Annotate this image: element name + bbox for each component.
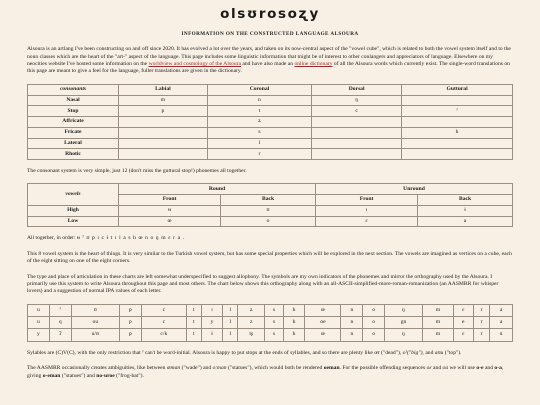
letter-cell: ˀ — [49, 304, 71, 316]
syllables-paragraph — [27, 350, 513, 357]
letter-cell: e — [453, 317, 473, 329]
letter-cell: h — [283, 329, 305, 341]
orthography-row — [28, 317, 513, 329]
letter-cell: a — [490, 304, 513, 316]
dictionary-link[interactable]: online dictionary — [294, 61, 333, 68]
consonant-row — [28, 117, 513, 128]
syll-text: ("top"). — [443, 349, 462, 356]
letter-cell: y — [201, 317, 223, 329]
letter-cell: s — [265, 329, 283, 341]
letter-cell: ɑ — [490, 329, 513, 341]
consonant-row — [28, 149, 513, 160]
letter-cell: n — [341, 304, 363, 316]
phoneme-cell — [119, 117, 208, 128]
example-word: aʊu — [434, 349, 444, 356]
vowel-paragraph: This 8 vowel system is the heart of things. It is very similar to the Turkish vowel system, but has some special properties which will be explored in the next section. The vowels are imagined as vertices on a cube, each of the eight sitting on one of the eight corners. — [27, 250, 512, 265]
intro-paragraph — [27, 46, 513, 76]
example-word: œt — [374, 349, 380, 356]
consonant-row — [28, 95, 513, 106]
phoneme-cell: ˀ — [402, 106, 513, 117]
phoneme-cell: t — [207, 106, 311, 117]
row-label: Stop — [28, 106, 119, 117]
example-word: oa — [442, 365, 449, 372]
letter-cell: o — [363, 329, 385, 341]
letter-cell: ʔ — [49, 329, 71, 341]
phoneme-cell — [119, 127, 208, 138]
row-label: High — [28, 205, 119, 216]
letter-cell: m — [422, 317, 453, 329]
syll-text: , and — [422, 349, 435, 356]
phoneme-cell: r — [207, 149, 311, 160]
orthography-row — [28, 329, 513, 341]
order-sequence: ʉ ˀ ʊ p ɪ c ɨ t ɪ l a s h œ n o ŋ m ɛ r a . — [76, 235, 185, 242]
letter-cell: œ — [305, 304, 341, 316]
page-title: INFORMATION ON THE CONSTRUCTED LANGUAGE ALSOURA — [181, 30, 359, 37]
letter-cell: h — [283, 304, 305, 316]
letter-cell: ɪ — [201, 304, 223, 316]
letter-cell: u — [28, 317, 50, 329]
phoneme-cell: ʉ — [119, 205, 221, 216]
aasmrr-text: and — [431, 365, 443, 372]
romanized-word: o-eman — [42, 372, 61, 379]
letter-cell: tʂ — [238, 329, 265, 341]
letter-cell: o — [363, 317, 385, 329]
phoneme-cell: h — [402, 127, 513, 138]
vowel-table — [27, 183, 513, 227]
phoneme-cell: s — [207, 127, 311, 138]
romanized-word: oeman — [323, 365, 340, 372]
consonant-row — [28, 138, 513, 149]
phoneme-cell — [119, 149, 208, 160]
consonant-table — [27, 84, 513, 160]
phoneme-cell — [119, 138, 208, 149]
worldview-link[interactable]: worldview and cosmology of the Alsoura — [148, 61, 241, 68]
letter-cell: œ — [305, 329, 341, 341]
order-line — [27, 235, 513, 242]
column-header: Dorsal — [312, 84, 402, 95]
vowel-row — [28, 205, 513, 216]
phoneme-cell: c — [312, 106, 402, 117]
phoneme-cell: l — [207, 138, 311, 149]
phoneme-cell: p — [119, 106, 208, 117]
letter-cell: m — [422, 304, 453, 316]
example-word: œman — [166, 365, 181, 372]
syll-text: ("dead"), — [379, 349, 403, 356]
letter-cell: r — [473, 317, 490, 329]
phoneme-cell — [312, 127, 402, 138]
sub-header: Front — [315, 195, 417, 206]
aasmrr-text: , giving — [27, 365, 504, 379]
aasmrr-text: ("wade") and — [180, 365, 213, 372]
letter-cell: a — [490, 317, 513, 329]
phoneme-cell — [312, 149, 402, 160]
row-label: Rhotic — [28, 149, 119, 160]
letter-cell: h — [283, 317, 305, 329]
group-header: Unround — [315, 184, 512, 195]
letter-cell: r — [473, 329, 490, 341]
aasmrr-text: The AASMRR occasionally creates ambiguities, like between — [27, 365, 167, 372]
letter-cell: y — [28, 329, 50, 341]
letter-cell: ʊ — [71, 304, 119, 316]
letter-cell: ʑ — [238, 304, 265, 316]
phoneme-cell: ɨ — [418, 205, 513, 216]
aasmrr-text: ("statues"), which would both be rendered — [226, 365, 324, 372]
phoneme-cell: m — [119, 95, 208, 106]
letter-cell: n — [341, 317, 363, 329]
column-header: Guttural — [402, 84, 513, 95]
letter-cell: p — [120, 329, 142, 341]
letter-cell: z — [238, 317, 265, 329]
syll-text: Sylables are (C)V(C), with the only restriction that ˀ can't be word-initial. Alsoura is happy to put stops at the ends of syllables, and so there are plenty like — [27, 349, 375, 356]
letter-cell: p — [120, 317, 142, 329]
aasmrr-text: ("statues") and — [60, 372, 97, 379]
intro-text: and have also made an — [241, 61, 295, 68]
vowel-table-corner: vowels — [28, 184, 119, 206]
letter-cell: ɛ — [453, 329, 473, 341]
aasmrr-text: we will use — [448, 365, 477, 372]
aasmrr-text: and — [483, 365, 495, 372]
letter-cell: o — [363, 304, 385, 316]
sub-header: Back — [418, 195, 513, 206]
aasmrr-paragraph — [27, 365, 513, 380]
letter-cell: c/k — [141, 329, 186, 341]
phoneme-cell — [402, 138, 513, 149]
consonant-row — [28, 127, 513, 138]
row-label: Nasal — [28, 95, 119, 106]
letter-cell: l — [223, 304, 238, 316]
example-word: oɛ — [426, 365, 432, 372]
letter-cell: ɨ — [201, 329, 223, 341]
letter-cell: r — [473, 304, 490, 316]
letter-cell: s — [265, 304, 283, 316]
phoneme-cell — [402, 149, 513, 160]
consonant-table-corner: consonants — [28, 84, 119, 95]
letter-cell: p — [120, 304, 142, 316]
phoneme-cell: ʑ — [207, 117, 311, 128]
column-header: Coronal — [207, 84, 311, 95]
consonant-note: The consonant system is very simple, just 12 (don't miss the guttural stop!) phonemes all together. — [27, 168, 247, 175]
sub-header: Back — [221, 195, 316, 206]
letter-cell: l — [223, 329, 238, 341]
letter-cell: c — [141, 317, 186, 329]
consonant-row — [28, 106, 513, 117]
sub-header: Front — [119, 195, 221, 206]
letter-cell: s — [265, 317, 283, 329]
row-label: Lateral — [28, 138, 119, 149]
row-label: Low — [28, 216, 119, 227]
letter-cell: ɛ — [453, 304, 473, 316]
row-label: Fricate — [28, 127, 119, 138]
phoneme-cell: a — [418, 216, 513, 227]
letter-cell: l — [223, 317, 238, 329]
orthography-paragraph: The type and place of articulation in these charts are left somewhat underspecified to suggest allophony. The symbols are my own indicators of the phonemes and mirror the orthography used by the Alsoura. I primarily use this system to write Alsoura throughout this page and most others. The chart below shows this orthography along with an all-ASCII-simplified-more-roman-romanization (an AASMRR for whisper lovers) and a suggestion of normal IPA values of each letter. — [27, 273, 499, 295]
phoneme-cell — [312, 117, 402, 128]
letter-cell: gn — [385, 317, 423, 329]
example-word: oːman — [212, 365, 227, 372]
example-word: oˀ("big") — [402, 349, 423, 356]
row-label: Affricate — [28, 117, 119, 128]
phoneme-cell: ɪ — [315, 205, 417, 216]
site-logo: olsʊrosoʐy — [220, 6, 320, 22]
consonant-header-row — [28, 84, 513, 95]
vowel-group-row — [28, 184, 513, 195]
romanized-word: no-uroe — [96, 372, 115, 379]
aasmrr-text: ("frog-bat"). — [114, 372, 144, 379]
letter-cell: oe — [305, 317, 341, 329]
letter-cell: t — [186, 317, 201, 329]
letter-cell: ou — [71, 317, 119, 329]
aasmrr-text: . For the possible offending sequences — [339, 365, 427, 372]
order-prefix: All together, in order: — [27, 235, 77, 242]
romanized-word: o-e — [476, 365, 484, 372]
letter-cell: ŋ — [385, 329, 423, 341]
phoneme-cell: ɛ — [315, 216, 417, 227]
phoneme-cell — [402, 117, 513, 128]
intro-text: of all the Alsoura words which currently exist. The single-word translations on this page are meant to give a feel for the language, fuller translations are given in the dictionary. — [27, 61, 510, 75]
letter-cell: t — [186, 304, 201, 316]
orthography-row — [28, 304, 513, 316]
orthography-table — [27, 304, 513, 342]
letter-cell: n — [341, 329, 363, 341]
intro-text: Alsoura is an artlang I've been constructing on and off since 2020. It has evolved a lot over the years, and taken on its now-central aspect of the "vowel cube", which is related to both the vowel system itself and to the noun classes which are the heart of the "art-" aspect of the language. This page includes some linguistic information that might be of interest to other conlangers and appreciators of language. Elsewhere on my neocities website I've hosted some information on the — [27, 46, 511, 68]
romanized-word: o-a — [494, 365, 502, 372]
phoneme-cell: ʊ — [221, 205, 316, 216]
phoneme-cell: œ — [119, 216, 221, 227]
phoneme-cell: ŋ — [312, 95, 402, 106]
letter-cell: u/ʊ — [71, 329, 119, 341]
phoneme-cell: o — [221, 216, 316, 227]
phoneme-cell: n — [207, 95, 311, 106]
letter-cell: q — [49, 317, 71, 329]
vowel-row — [28, 216, 513, 227]
letter-cell: u — [28, 304, 50, 316]
letter-cell: t — [186, 329, 201, 341]
letter-cell: m — [422, 329, 453, 341]
letter-cell: ŋ — [385, 304, 423, 316]
phoneme-cell — [402, 95, 513, 106]
phoneme-cell — [312, 138, 402, 149]
column-header: Labial — [119, 84, 208, 95]
letter-cell: c — [141, 304, 186, 316]
group-header: Round — [119, 184, 316, 195]
